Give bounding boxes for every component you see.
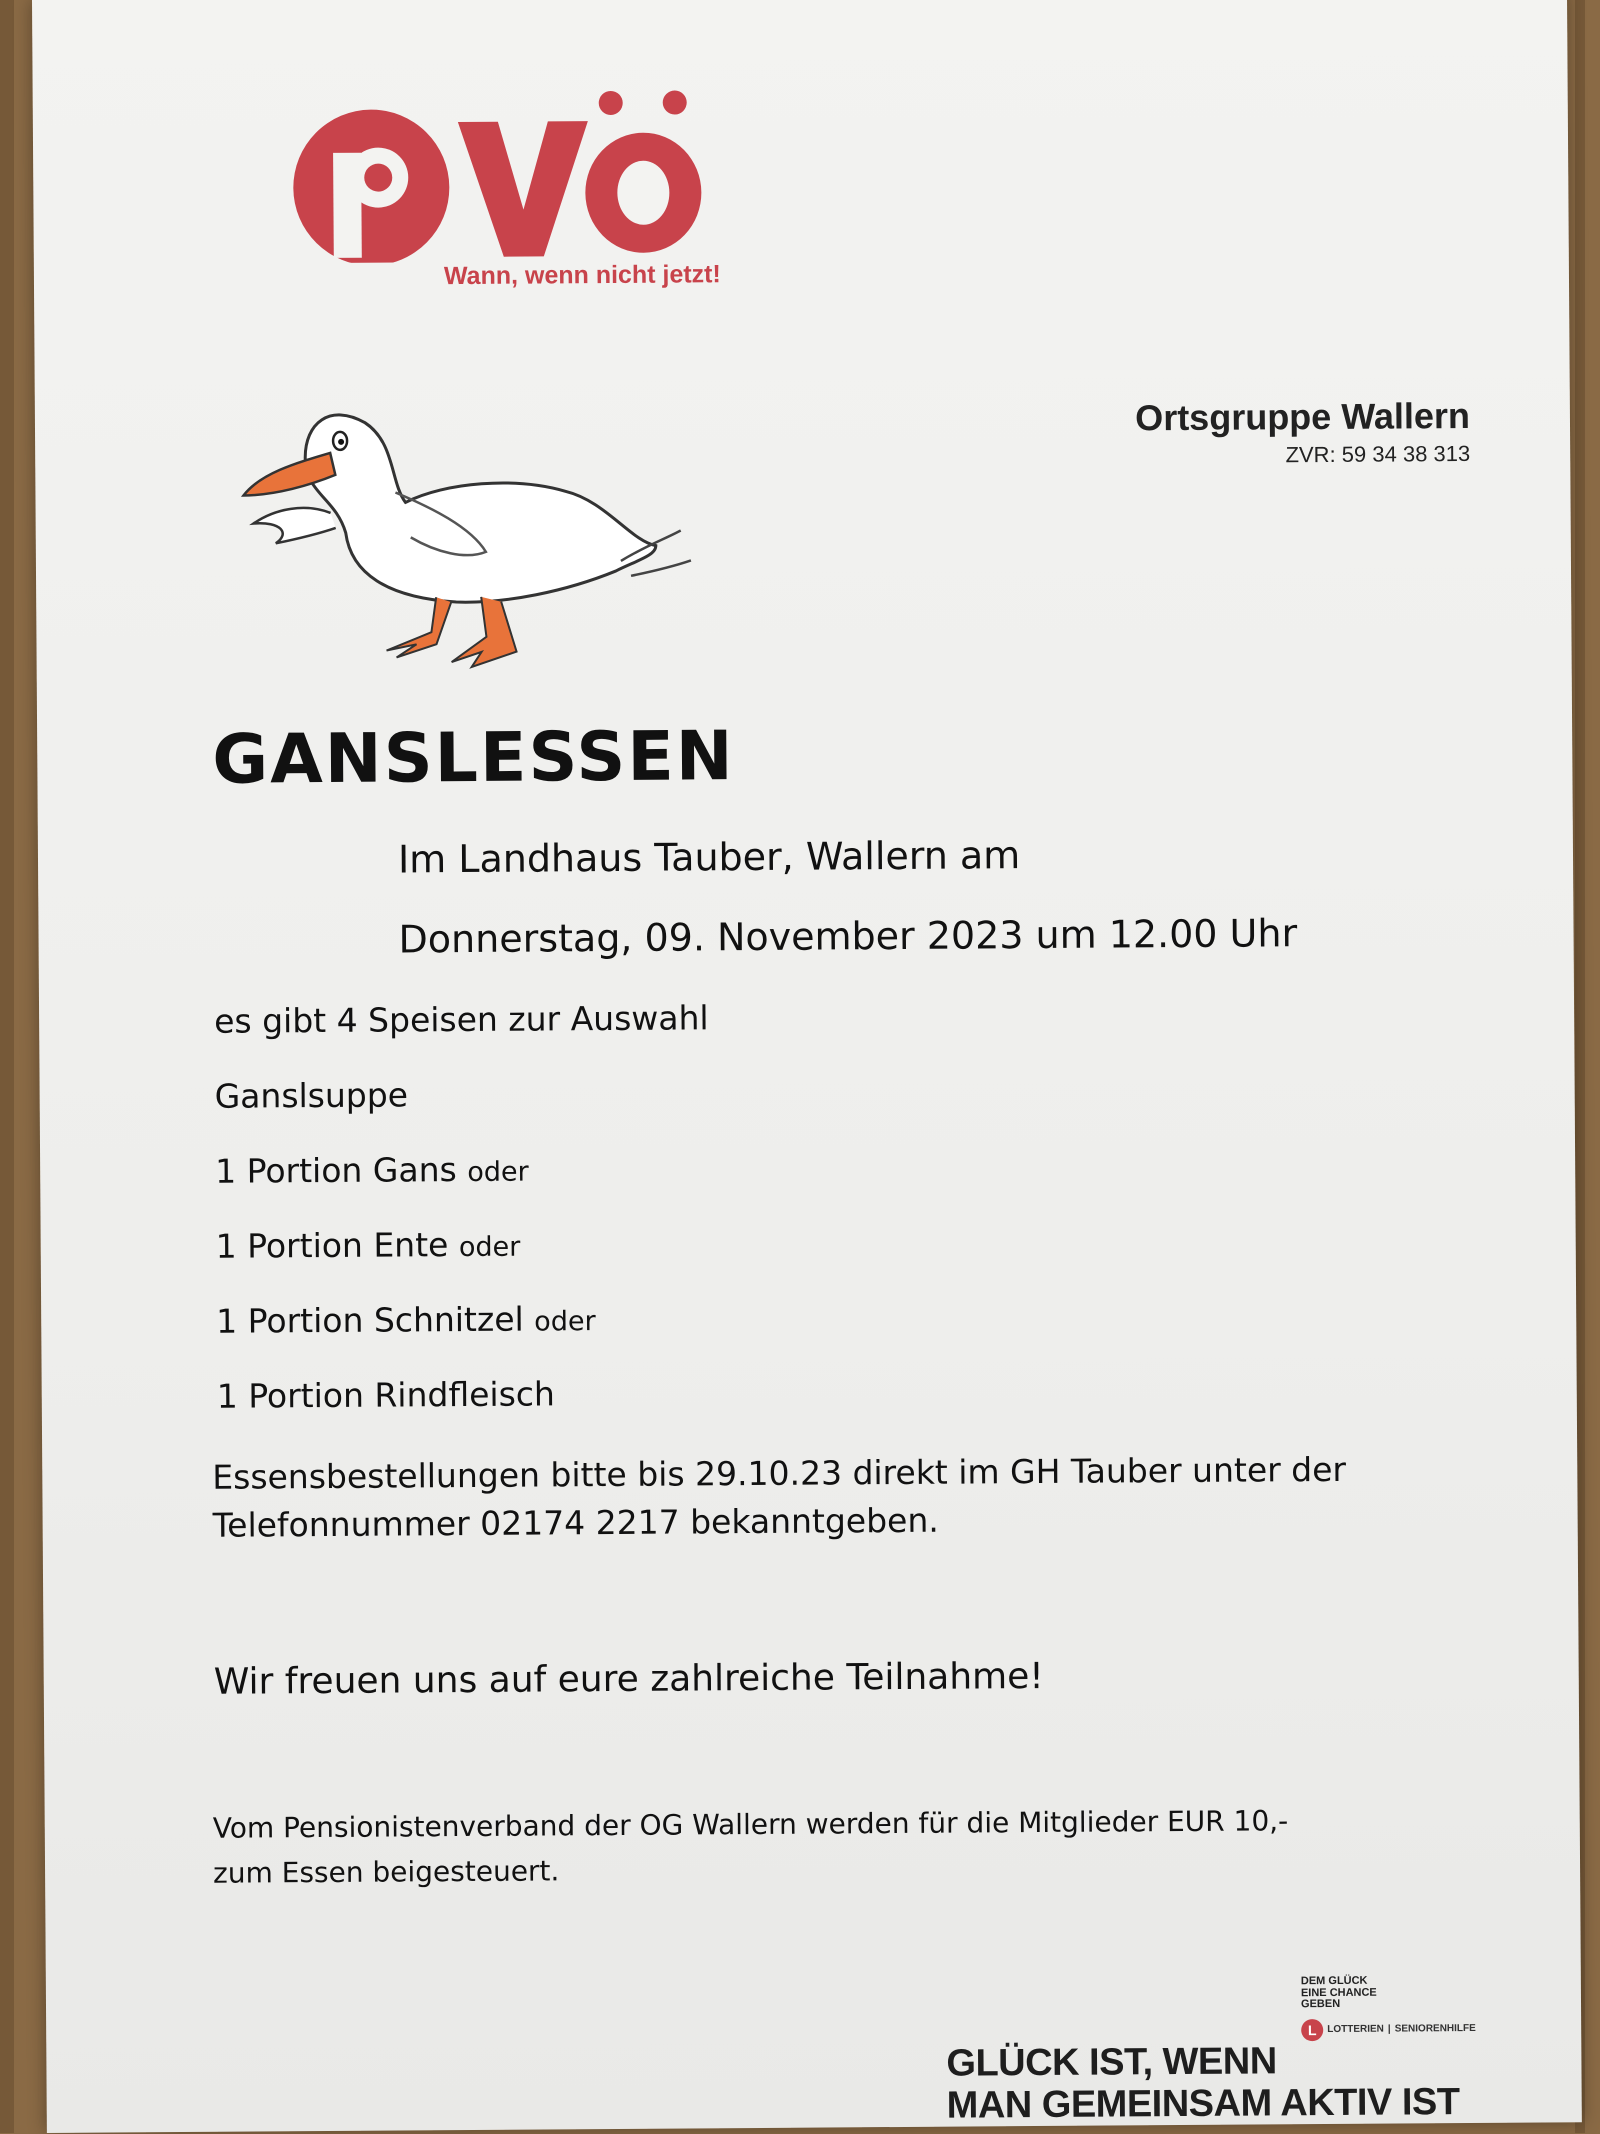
menu-intro: es gibt 4 Speisen zur Auswahl	[213, 998, 709, 1041]
menu-item	[217, 1374, 555, 1415]
menu-item-label: 1 Portion Rindfleisch	[216, 1374, 556, 1416]
tagline-line: MAN GEMEINSAM AKTIV IST	[946, 2080, 1460, 2127]
event-title: GANSLESSEN	[212, 717, 735, 800]
menu-item	[215, 1150, 529, 1191]
sponsor-line: GEBEN	[1300, 1998, 1341, 2011]
sponsor-line: EINE CHANCE	[1300, 1986, 1377, 1999]
menu-item-label: 1 Portion Gans	[215, 1150, 457, 1191]
menu-item	[216, 1225, 521, 1266]
seniorenhilfe-label: SENIORENHILFE	[1394, 2023, 1476, 2035]
logo-slogan: Wann, wenn nicht jetzt!	[443, 260, 721, 291]
menu-item-label: 1 Portion Schnitzel	[216, 1299, 524, 1341]
lotterien-logo: L LOTTERIEN | SENIORENHILFE	[1301, 2018, 1476, 2041]
flyer-paper	[32, 0, 1582, 2133]
lotterien-brand: LOTTERIEN	[1327, 2023, 1384, 2036]
org-name: Ortsgruppe Wallern	[1135, 394, 1471, 439]
org-zvr: ZVR: 59 34 38 313	[1285, 440, 1471, 468]
wood-grain	[0, 0, 14, 2133]
event-venue: Im Landhaus Tauber, Wallern am	[397, 833, 1021, 882]
menu-item	[216, 1299, 596, 1341]
menu-soup: Ganslsuppe	[214, 1075, 409, 1116]
org-block	[1135, 395, 1470, 469]
menu-item-suffix: oder	[534, 1306, 596, 1338]
contribution-note: Vom Pensionistenverband der OG Wallern werden für die Mitglieder EUR 10,- zum Essen beigesteuert.	[212, 1804, 1289, 1890]
order-note: Essensbestellungen bitte bis 29.10.23 direkt im GH Tauber unter der Telefonnummer 02174 2217 bekanntgeben.	[212, 1449, 1347, 1545]
menu-item-suffix: oder	[458, 1231, 521, 1264]
event-date: Donnerstag, 09. November 2023 um 12.00 Uhr	[398, 911, 1298, 962]
lotterien-icon: L	[1301, 2019, 1323, 2041]
tagline	[946, 2040, 1459, 2127]
duck-illustration	[235, 380, 697, 683]
tagline-line: GLÜCK IST, WENN	[946, 2040, 1277, 2085]
sponsor-line: DEM GLÜCK	[1300, 1974, 1368, 1988]
welcome-message: Wir freuen uns auf eure zahlreiche Teilnahme!	[213, 1655, 1044, 1703]
sponsor-block	[1301, 1975, 1476, 2041]
menu-item-label: 1 Portion Ente	[215, 1225, 449, 1266]
menu-item-suffix: oder	[467, 1156, 529, 1188]
